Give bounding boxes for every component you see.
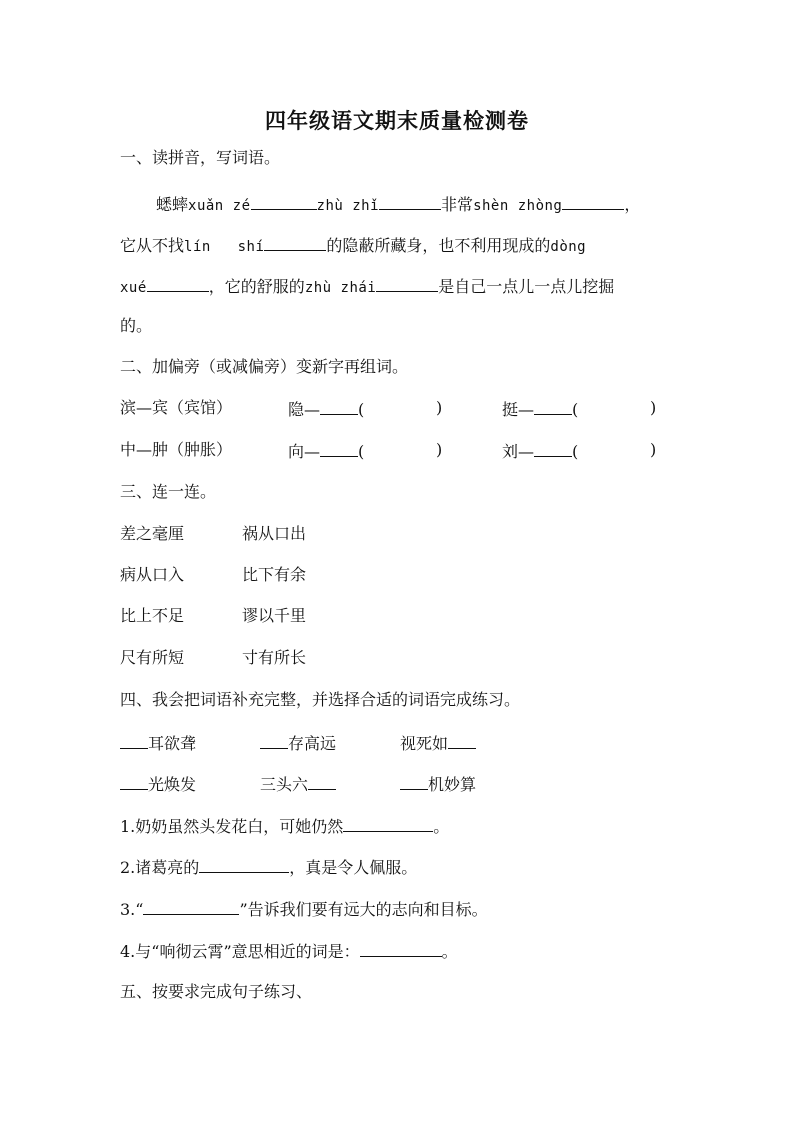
text: )	[650, 398, 657, 417]
text: (	[358, 442, 365, 461]
text: 蟋蟀	[156, 195, 189, 214]
section-3-heading: 三、连一连。	[120, 482, 217, 501]
answer-blank[interactable]	[400, 773, 428, 790]
idiom-item	[260, 732, 336, 754]
pinyin: shèn zhòng	[473, 198, 563, 214]
s1-line-4: 的。	[120, 316, 153, 335]
match-right[interactable]: 祸从口出	[242, 524, 307, 543]
s1-line-1	[156, 193, 694, 216]
text: 它从不找	[120, 236, 185, 255]
pinyin: zhù zhǐ	[316, 198, 380, 214]
text: )	[436, 440, 443, 459]
section-4-heading: 四、我会把词语补充完整，并选择合适的词语完成练习。	[120, 690, 521, 709]
idiom-item	[400, 773, 476, 795]
text: ，	[624, 195, 641, 214]
s1-line-2	[120, 234, 694, 257]
text: 光焕发	[148, 775, 197, 794]
text: 。	[433, 817, 450, 836]
text: 存高远	[288, 734, 337, 753]
text: ，它的舒服的	[208, 277, 305, 296]
text: 是自己一点儿一点儿挖掘	[438, 277, 615, 296]
text: 1.奶奶虽然头发花白，可她仍然	[120, 817, 344, 836]
text: 隐—	[288, 400, 321, 419]
answer-blank[interactable]	[120, 732, 148, 749]
text: 机妙算	[428, 775, 477, 794]
match-right[interactable]: 比下有余	[242, 565, 307, 584]
text: )	[650, 440, 657, 459]
match-left[interactable]: 比上不足	[120, 606, 185, 625]
answer-blank[interactable]	[320, 398, 358, 415]
question-2	[120, 856, 694, 878]
answer-blank[interactable]	[379, 193, 441, 210]
match-right[interactable]: 谬以千里	[242, 606, 307, 625]
match-left[interactable]: 尺有所短	[120, 648, 185, 667]
text: 视死如	[400, 734, 449, 753]
text: 2.诸葛亮的	[120, 858, 200, 877]
text: 向—	[288, 442, 321, 461]
answer-blank[interactable]	[343, 815, 433, 832]
answer-blank[interactable]	[448, 732, 476, 749]
text: 挺—	[502, 400, 535, 419]
match-left[interactable]: 病从口入	[120, 565, 185, 584]
given-example: 滨—宾（宾馆）	[120, 398, 233, 417]
answer-blank[interactable]	[308, 773, 336, 790]
idiom-item	[260, 773, 336, 795]
text: (	[358, 400, 365, 419]
idiom-item	[120, 773, 196, 795]
answer-blank[interactable]	[251, 193, 317, 210]
question-3	[120, 898, 694, 920]
match-left[interactable]: 差之毫厘	[120, 524, 185, 543]
pinyin: xué	[120, 280, 147, 296]
word-item	[502, 398, 578, 420]
answer-blank[interactable]	[534, 398, 572, 415]
text: ”告诉我们要有远大的志向和目标。	[239, 900, 488, 919]
page-title: 四年级语文期末质量检测卷	[265, 108, 529, 133]
answer-blank[interactable]	[360, 940, 442, 957]
word-item	[502, 440, 578, 462]
answer-blank[interactable]	[199, 856, 289, 873]
answer-blank[interactable]	[534, 440, 572, 457]
text: 的隐蔽所藏身，也不利用现成的	[326, 236, 551, 255]
answer-blank[interactable]	[147, 275, 209, 292]
answer-blank[interactable]	[260, 732, 288, 749]
text: (	[572, 442, 579, 461]
text: 非常	[441, 195, 474, 214]
pinyin: lín shí	[184, 239, 265, 255]
text: ，真是令人佩服。	[289, 858, 418, 877]
section-5-heading: 五、按要求完成句子练习、	[120, 982, 313, 1001]
text: 4.与“响彻云霄”意思相近的词是：	[120, 942, 360, 961]
text: 3.“	[120, 900, 144, 919]
answer-blank[interactable]	[562, 193, 624, 210]
pinyin: xuǎn zé	[188, 198, 251, 214]
word-item	[288, 440, 364, 462]
word-item	[288, 398, 364, 420]
answer-blank[interactable]	[376, 275, 438, 292]
text: 三头六	[260, 775, 309, 794]
text: (	[572, 400, 579, 419]
answer-blank[interactable]	[120, 773, 148, 790]
section-1-heading: 一、读拼音，写词语。	[120, 148, 281, 167]
question-1	[120, 815, 694, 837]
answer-blank[interactable]	[320, 440, 358, 457]
s1-line-3	[120, 275, 694, 298]
answer-blank[interactable]	[264, 234, 326, 251]
match-right[interactable]: 寸有所长	[242, 648, 307, 667]
text: 刘—	[502, 442, 535, 461]
question-4	[120, 940, 694, 962]
text: )	[436, 398, 443, 417]
text: 。	[441, 942, 458, 961]
idiom-item	[120, 732, 196, 754]
idiom-item	[400, 732, 476, 754]
pinyin: zhù zhái	[304, 280, 377, 296]
given-example: 中—肿（肿胀）	[120, 440, 233, 459]
section-2-heading: 二、加偏旁（或减偏旁）变新字再组词。	[120, 357, 409, 376]
pinyin: dòng	[550, 239, 587, 255]
text: 耳欲聋	[148, 734, 197, 753]
answer-blank[interactable]	[143, 898, 239, 915]
